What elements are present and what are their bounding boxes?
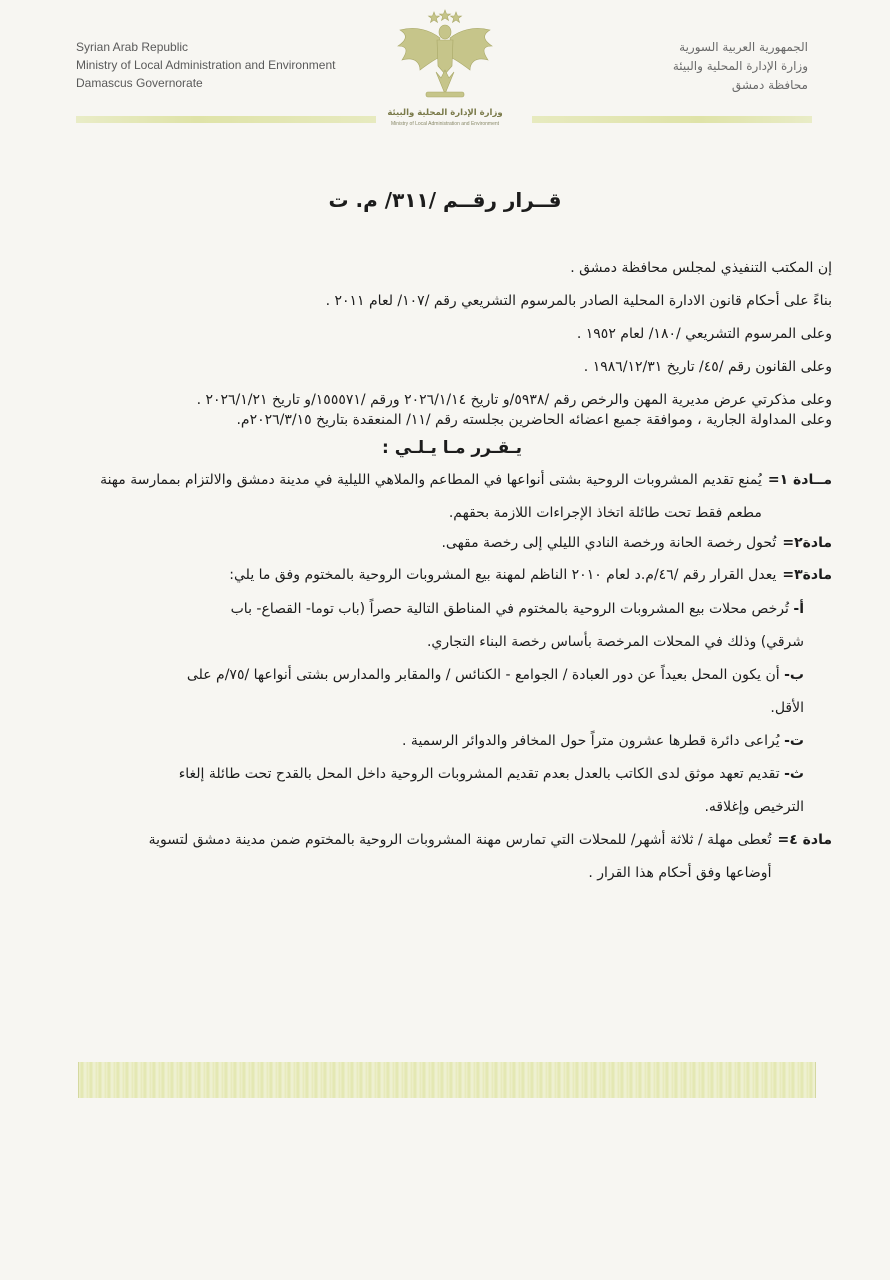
letterhead-ar-ministry: وزارة الإدارة المحلية والبيئة — [672, 59, 808, 73]
article-3-label: مادة٣= — [782, 567, 832, 583]
letterhead-rule-right — [532, 116, 812, 123]
emblem-caption-english: Ministry of Local Administration and Environment — [390, 121, 500, 127]
item-t-label: ت- — [784, 733, 804, 749]
article-4-line-2: أوضاعها وفق أحكام هذا القرار . — [588, 865, 772, 881]
item-th-label: ث- — [784, 766, 804, 782]
article-1 — [72, 470, 832, 523]
article-2-text: تُحول رخصة الحانة ورخصة النادي الليلي إلى رخصة مقهى. — [441, 535, 777, 551]
item-a-label: أ- — [793, 601, 804, 617]
article-3-text: يعدل القرار رقم /٤٦/م.د لعام ٢٠١٠ الناظم لمهنة بيع المشروبات الروحية بالمختوم وفق ما يلي: — [229, 567, 777, 583]
letterhead-ar-country: الجمهورية العربية السورية — [679, 40, 808, 54]
article-3 — [72, 565, 832, 585]
article-1-line-1: يُمنع تقديم المشروبات الروحية بشتى أنواعها في المطاعم والملاهي الليلية في مدينة دمشق والالتزام بممارسة مهنة — [100, 472, 762, 488]
eagle-emblem-icon — [390, 8, 500, 104]
letterhead-arabic — [568, 38, 808, 95]
letterhead-en-country: Syrian Arab Republic — [76, 40, 189, 54]
letterhead-rule-left — [76, 116, 376, 123]
article-4 — [72, 830, 832, 883]
emblem — [382, 8, 508, 134]
decides-heading: يـقـرر مـا يـلـي : — [381, 438, 523, 458]
intro-line: إن المكتب التنفيذي لمجلس محافظة دمشق . — [570, 260, 832, 276]
article-3-item-t — [72, 731, 832, 751]
letterhead-en-governorate: Damascus Governorate — [76, 76, 203, 90]
article-4-text — [72, 830, 771, 883]
article-1-label: مــادة ١= — [767, 472, 832, 488]
article-3-item-th — [72, 764, 832, 817]
article-1-line-2: مطعم فقط تحت طائلة اتخاذ الإجراءات اللازمة بحقهم. — [448, 505, 762, 521]
recital-session: وعلى المداولة الجارية ، وموافقة جميع اعضائه الحاضرين بجلسته رقم /١١/ المنعقدة بتاريخ ٢٠٢٦/٣/١٥م. — [236, 412, 832, 428]
item-b-line-2: الأقل. — [770, 700, 804, 716]
letterhead-ar-governorate: محافظة دمشق — [731, 78, 808, 92]
intro-line: وعلى القانون رقم /٤٥/ تاريخ ١٩٨٦/١٢/٣١ . — [583, 359, 832, 375]
item-t-line-1: يُراعى دائرة قطرها عشرون متراً حول المخافر والدوائر الرسمية . — [402, 733, 780, 749]
emblem-caption-arabic: وزارة الإدارة المحلية والبيئة — [387, 108, 503, 118]
item-th-line-2: الترخيص وإغلاقه. — [704, 799, 804, 815]
article-3-item-b — [72, 665, 832, 718]
item-b-line-1: أن يكون المحل بعيداً عن دور العبادة / الجوامع - الكنائس / والمقابر والمدارس بشتى أنواعها /٧٥/م على — [186, 667, 780, 683]
letterhead-en-ministry: Ministry of Local Administration and Environment — [76, 58, 336, 72]
item-b-label: ب- — [784, 667, 804, 683]
intro-line: وعلى المرسوم التشريعي /١٨٠/ لعام ١٩٥٢ . — [576, 326, 832, 342]
decision-title: قــرار رقــم /٣١١/ م. ت — [328, 188, 562, 212]
article-4-line-1: تُعطى مهلة / ثلاثة أشهر/ للمحلات التي تمارس مهنة المشروبات الروحية بالمختوم ضمن مدينة دمشق لتسوية — [148, 832, 772, 848]
article-2 — [72, 533, 832, 553]
decision-body — [72, 258, 832, 887]
article-2-label: مادة٢= — [782, 535, 832, 551]
article-3-item-a — [72, 599, 832, 652]
intro-line: بناءً على أحكام قانون الادارة المحلية الصادر بالمرسوم التشريعي رقم /١٠٧/ لعام ٢٠١١ . — [325, 293, 832, 309]
item-a-line-1: تُرخص محلات بيع المشروبات الروحية بالمختوم في المناطق التالية حصراً (باب توما- القصاع- باب — [230, 601, 789, 617]
article-4-label: مادة ٤= — [777, 832, 832, 848]
item-th-line-1: تقديم تعهد موثق لدى الكاتب بالعدل بعدم تقديم المشروبات الروحية داخل المحل بالقدح تحت طائلة إلغاء — [178, 766, 780, 782]
footer-decorative-band — [78, 1062, 816, 1098]
item-a-line-2: شرقي) وذلك في المحلات المرخصة بأساس رخصة البناء التجاري. — [426, 634, 804, 650]
letterhead-english — [76, 38, 376, 92]
article-1-text — [72, 470, 762, 523]
recital-memos: وعلى مذكرتي عرض مديرية المهن والرخص رقم /٥٩٣٨/و تاريخ ٢٠٢٦/١/١٤ ورقم /١٥٥٥٧١/و تاريخ ٢٠٢٦/١/٢١ . — [196, 392, 832, 408]
